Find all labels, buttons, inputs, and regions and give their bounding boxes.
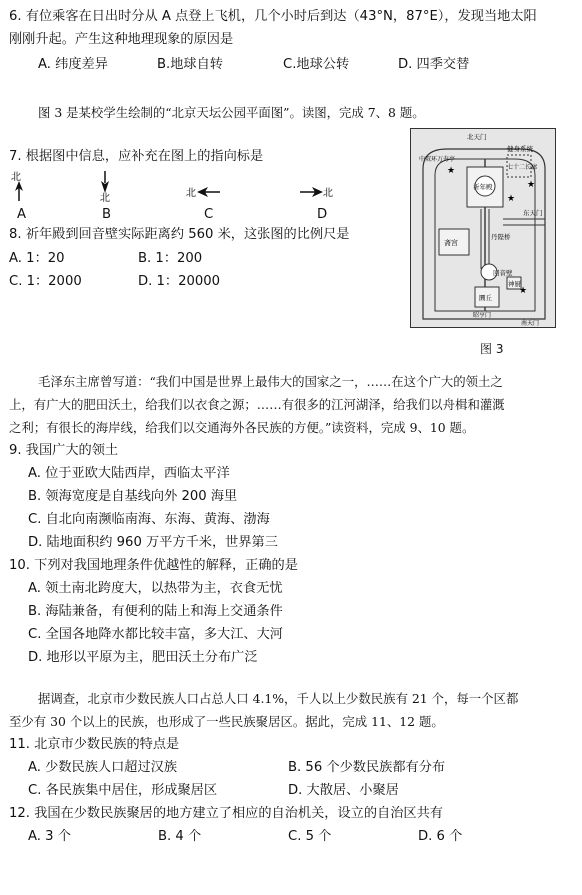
q11-option-b: B. 56 个少数民族都有分布: [288, 760, 446, 775]
q11-option-c: C. 各民族集中居住，形成聚居区: [28, 783, 218, 798]
intro-bj-line1: 据调查，北京市少数民族人口占总人口 4.1%，千人以上少数民族有 21 个，每一个区都: [38, 691, 519, 706]
svg-text:★: ★: [527, 180, 536, 190]
q6-option-b: B.地球自转: [157, 57, 223, 72]
map-label-zhaigong: 斋宫: [444, 239, 458, 247]
q7-stem: 7. 根据图中信息，应补充在图上的指向标是: [9, 149, 264, 164]
q11-option-d: D. 大散居、小聚居: [288, 783, 399, 798]
q6-stem-line2: 刚刚升起。产生这种地理现象的原因是: [9, 32, 234, 47]
q10-option-a: A. 领土南北跨度大，以热带为主，衣食无忧: [28, 581, 283, 596]
map-label-qixingshi: 七十二长廊: [507, 164, 538, 171]
map-label-health-area: 健身系统: [507, 145, 533, 153]
q7-option-a: A: [17, 207, 27, 222]
q12-option-d: D. 6 个: [418, 829, 463, 844]
arrow-b-label: 北: [100, 193, 110, 203]
map-label-zhaimen: 昭亨门: [473, 312, 492, 319]
q8-option-b: B. 1：200: [138, 251, 203, 266]
map-label-north-gate: 北天门: [467, 133, 487, 141]
q9-option-d: D. 陆地面积约 960 万平方千米，世界第三: [28, 535, 278, 550]
north-arrow-option-b: [95, 169, 115, 203]
q7-option-c: C: [204, 207, 214, 222]
q11-stem: 11. 北京市少数民族的特点是: [9, 737, 180, 752]
arrow-c-label: 北: [186, 188, 196, 199]
q8-stem: 8. 祈年殿到回音壁实际距离约 560 米，这张图的比例尺是: [9, 227, 350, 242]
q11-option-a: A. 少数民族人口超过汉族: [28, 760, 178, 775]
intro-mao-line2: 上，有广大的肥田沃土，给我们以衣食之源；……有很多的江河湖泽，给我们以舟楫和灌溉: [9, 397, 505, 412]
intro-fig3: 图 3 是某校学生绘制的“北京天坛公园平面图”。读图，完成 7、8 题。: [38, 105, 425, 120]
svg-text:★: ★: [447, 166, 456, 176]
svg-text:★: ★: [507, 194, 516, 204]
q12-option-a: A. 3 个: [28, 829, 71, 844]
q9-option-c: C. 自北向南濒临南海、东海、黄海、渤海: [28, 512, 270, 527]
map-label-yuanqiu: 圜丘: [479, 294, 492, 302]
q10-option-b: B. 海陆兼备，有便利的陆上和海上交通条件: [28, 604, 283, 619]
q8-option-d: D. 1：20000: [138, 274, 221, 289]
q12-option-c: C. 5 个: [288, 829, 332, 844]
svg-text:★: ★: [519, 286, 528, 296]
q12-option-b: B. 4 个: [158, 829, 202, 844]
intro-bj-line2: 至少有 30 个以上的民族，也形成了一些民族聚居区。据此，完成 11、12 题。: [9, 714, 444, 729]
q6-option-d: D. 四季交替: [398, 57, 470, 72]
map-label-huiyinbi: 回音壁: [493, 269, 513, 277]
q10-stem: 10. 下列对我国地理条件优越性的解释，正确的是: [9, 558, 298, 573]
tiantan-park-map: [410, 128, 556, 328]
q10-option-c: C. 全国各地降水都比较丰富，多大江、大河: [28, 627, 283, 642]
map-label-danbi: 丹陛桥: [491, 233, 511, 241]
q6-option-a: A. 纬度差异: [38, 57, 108, 72]
intro-mao-line1: 毛泽东主席曾写道：“我们中国是世界上最伟大的国家之一，……在这个广大的领土之: [38, 374, 503, 389]
map-label-shenku: 神厨: [508, 280, 521, 288]
q12-stem: 12. 我国在少数民族聚居的地方建立了相应的自治机关，设立的自治区共有: [9, 806, 443, 821]
q9-stem: 9. 我国广大的领土: [9, 443, 119, 458]
q10-option-d: D. 地形以平原为主，肥田沃土分布广泛: [28, 650, 258, 665]
map-drawing: [411, 129, 555, 327]
map-label-zhaitan: 中双环万寿亭: [419, 156, 456, 163]
map-label-east-gate: 东天门: [523, 209, 543, 217]
north-arrow-option-d: [299, 183, 335, 201]
q7-option-d: D: [317, 207, 328, 222]
map-label-south-gate: 南天门: [521, 320, 540, 327]
q9-option-a: A. 位于亚欧大陆西岸，西临太平洋: [28, 466, 230, 481]
q9-option-b: B. 领海宽度是自基线向外 200 海里: [28, 489, 238, 504]
arrow-d-label: 北: [323, 188, 333, 199]
q6-option-c: C.地球公转: [283, 57, 350, 72]
q6-stem-line1: 6. 有位乘客在日出时分从 A 点登上飞机，几个小时后到达（43°N，87°E），发现当地太阳: [9, 9, 537, 24]
north-arrow-option-a: [10, 169, 30, 203]
figure-caption: 图 3: [480, 342, 504, 356]
north-arrow-option-c: [186, 183, 222, 201]
q8-option-c: C. 1：2000: [9, 274, 82, 289]
arrow-a-label: 北: [11, 172, 21, 183]
intro-mao-line3: 之利；有很长的海岸线，给我们以交通海外各民族的方便。”读资料，完成 9、10 题。: [9, 420, 475, 435]
map-label-qinian: 祈年殿: [473, 183, 493, 191]
q7-option-b: B: [102, 207, 112, 222]
q8-option-a: A. 1：20: [9, 251, 65, 266]
